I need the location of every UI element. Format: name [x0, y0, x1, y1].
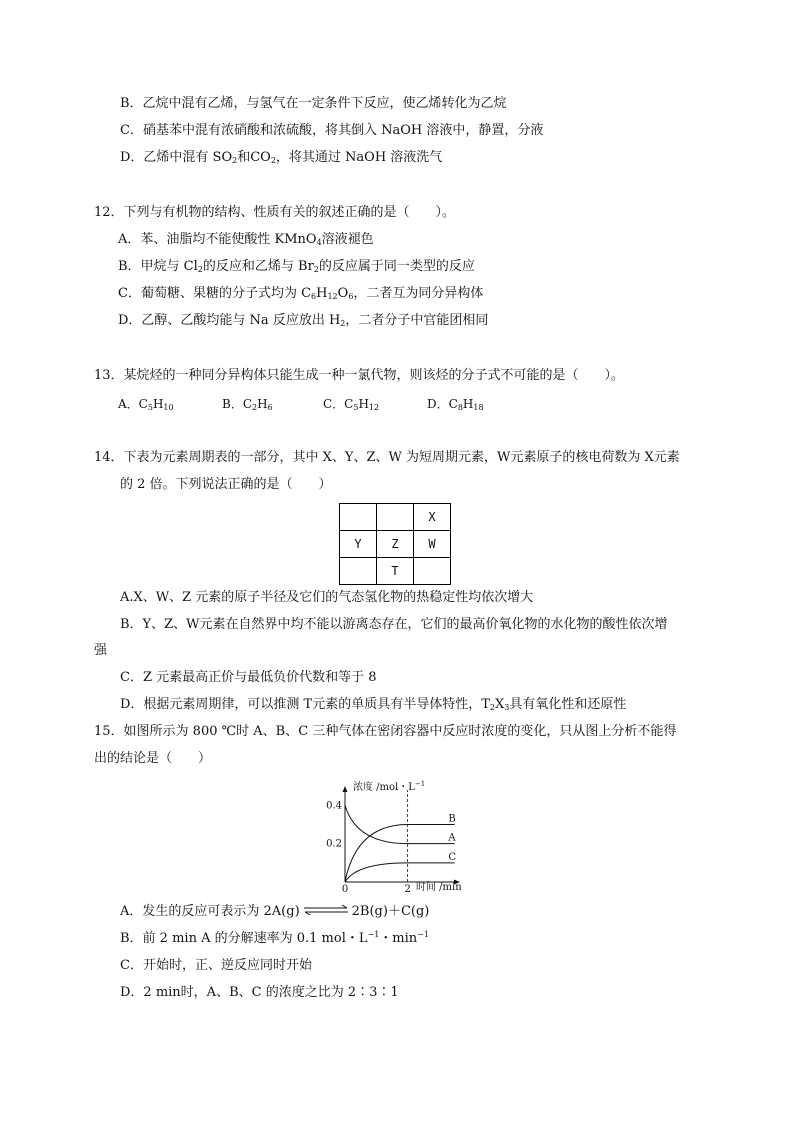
q12-option-c: C．葡萄糖、果糖的分子式均为 $C_6H_{12}O_6$，二者互为同分异构体: [118, 286, 484, 301]
q15-option-b: B．前 2 min A 的分解速率为 0.1 mol・$L^{-1}$・$\min^{-1}$: [120, 930, 429, 946]
q15-option-d: D．2 min时，A、B、C 的浓度之比为 2∶3∶1: [120, 985, 399, 1000]
series-c-label: C: [448, 851, 456, 863]
q14-option-c: C．Z 元素最高正价与最低负价代数和等于 8: [120, 670, 377, 685]
series-c-line: [345, 863, 455, 882]
series-a-label: A: [448, 832, 456, 844]
table-cell: W: [414, 531, 451, 558]
table-row: [340, 531, 451, 558]
x-axis-label: 时间 /min: [416, 882, 462, 893]
q13-option-c: C．$C_5H_{12}$: [323, 397, 380, 412]
q13-stem: 13．某烷烃的一种同分异构体只能生成一种一氯代物，则该烃的分子式不可能的是（ ）。: [94, 368, 625, 383]
q14-option-a: A.X、W、Z 元素的原子半径及它们的气态氢化物的热稳定性均依次增大: [120, 590, 534, 605]
q11-option-c: C．硝基苯中混有浓硝酸和浓硫酸，将其倒入 NaOH 溶液中，静置，分液: [120, 123, 544, 138]
series-b-line: [345, 825, 455, 883]
reversible-arrow-icon: [302, 904, 350, 916]
table-cell: [340, 504, 377, 531]
table-cell: T: [377, 558, 414, 585]
y-tick-label: 0.4: [326, 800, 342, 812]
q14-stem-line2: 的 2 倍。下列说法正确的是（ ）: [120, 477, 332, 492]
periodic-table-fragment: [339, 503, 451, 585]
q15-stem-line1: 15．如图所示为 800 ℃时 A、B、C 三种气体在密闭容器中反应时浓度的变化，只从图上分析不能得: [94, 724, 677, 739]
q12-option-b: B．甲烷与 $Cl_2$的反应和乙烯与 $Br_2$的反应属于同一类型的反应: [118, 259, 475, 274]
q14-stem-line1: 14．下表为元素周期表的一部分，其中 X、Y、Z、W 为短周期元素，W元素原子的核电荷数为 X元素: [94, 450, 680, 465]
y-axis-arrow: [343, 786, 348, 792]
q14-option-d: D．根据元素周期律，可以推测 T元素的单质具有半导体特性，$T_2X_3$具有氧化性和还原性: [120, 697, 627, 712]
y-tick-label: 0.2: [326, 838, 342, 850]
table-row: [340, 558, 451, 585]
table-cell: [340, 558, 377, 585]
table-cell: Z: [377, 531, 414, 558]
y-axis-label: 浓度 /mol・$L^{-1}$: [353, 780, 426, 793]
q14-option-b: B．Y、Z、W元素在自然界中均不能以游离态存在，它们的最高价氧化物的水化物的酸性依次增: [120, 617, 668, 632]
q11-option-b: B．乙烷中混有乙烯，与氢气在一定条件下反应，使乙烯转化为乙烷: [120, 96, 507, 111]
q14-option-b-cont: 强: [94, 643, 108, 658]
q15-option-a: A．发生的反应可表示为 2A(g) 2B(g)＋C(g): [120, 904, 430, 919]
table-cell: Y: [340, 531, 377, 558]
table-cell: X: [414, 504, 451, 531]
concentration-time-chart: [320, 776, 470, 894]
table-cell: [414, 558, 451, 585]
x-tick-label: 2: [404, 884, 411, 894]
table-row: [340, 504, 451, 531]
q15-stem-line2: 出的结论是（ ）: [94, 751, 212, 766]
series-b-label: B: [448, 813, 456, 825]
q12-stem: 12．下列与有机物的结构、性质有关的叙述正确的是（ ）。: [94, 205, 456, 220]
q12-option-a: A．苯、油脂均不能使酸性 KMnO$_4$溶液褪色: [118, 232, 374, 247]
q13-option-d: D．$C_8H_{18}$: [427, 397, 484, 412]
q12-option-d: D．乙醇、乙酸均能与 Na 反应放出 $H_2$，二者分子中官能团相同: [118, 313, 489, 328]
table-cell: [377, 504, 414, 531]
q13-option-a: A．$C_5H_{10}$: [118, 397, 174, 412]
x-tick-label: 0: [341, 884, 349, 894]
q11-option-d: D．乙烯中混有 $SO_2$和$CO_2$，将其通过 NaOH 溶液洗气: [120, 150, 443, 165]
q15-option-c: C．开始时，正、逆反应同时开始: [120, 958, 312, 973]
q13-option-b: B．$C_2H_6$: [222, 397, 273, 412]
